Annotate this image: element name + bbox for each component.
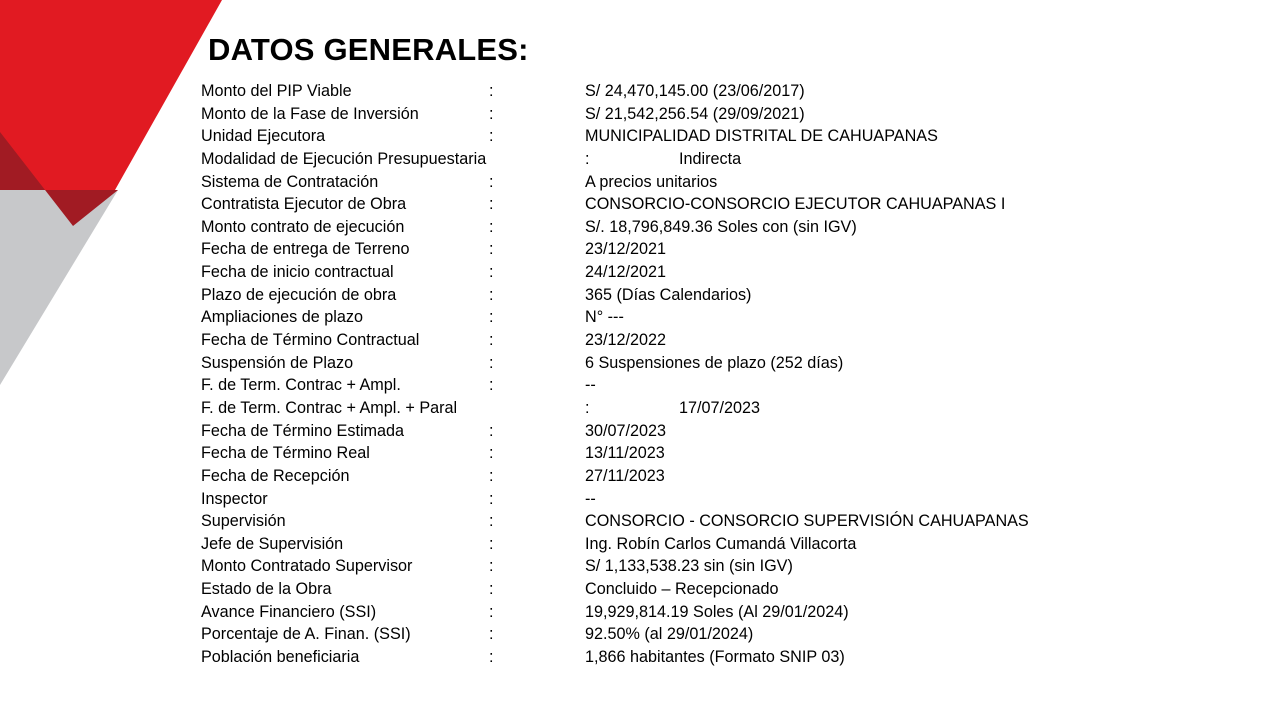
row-separator: : — [585, 398, 590, 417]
row-label: Modalidad de Ejecución Presupuestaria — [201, 149, 487, 168]
row-separator: : — [585, 149, 590, 168]
row-separator: : — [489, 285, 494, 304]
table-row — [201, 306, 1261, 329]
row-value: 30/07/2023 — [585, 421, 667, 440]
row-value: 23/12/2021 — [585, 240, 667, 259]
row-separator: : — [489, 331, 494, 350]
row-value: S/. 18,796,849.36 Soles con (sin IGV) — [585, 217, 857, 236]
row-label: F. de Term. Contrac + Ampl. + Paral — [201, 398, 458, 417]
row-separator: : — [489, 376, 494, 395]
table-row — [201, 238, 1261, 261]
row-value: S/ 1,133,538.23 sin (sin IGV) — [585, 557, 793, 576]
table-row — [201, 148, 1261, 171]
row-value: N° --- — [585, 308, 624, 327]
row-label: Fecha de entrega de Terreno — [201, 240, 410, 259]
row-separator: : — [489, 466, 494, 485]
row-label: Jefe de Supervisión — [201, 534, 344, 553]
row-label: Monto del PIP Viable — [201, 82, 352, 100]
row-value: 92.50% (al 29/01/2024) — [585, 625, 754, 644]
row-separator: : — [489, 421, 494, 440]
row-label: Ampliaciones de plazo — [201, 308, 363, 327]
row-separator: : — [489, 240, 494, 259]
row-value: S/ 21,542,256.54 (29/09/2021) — [585, 104, 805, 123]
row-separator: : — [489, 172, 494, 191]
table-row — [201, 601, 1261, 624]
table-row — [201, 488, 1261, 511]
table-row — [201, 171, 1261, 194]
row-value: 19,929,814.19 Soles (Al 29/01/2024) — [585, 602, 849, 621]
table-row — [201, 623, 1261, 646]
row-separator: : — [489, 444, 494, 463]
row-label: Fecha de Término Contractual — [201, 331, 420, 350]
row-separator: : — [489, 308, 494, 327]
row-value: 1,866 habitantes (Formato SNIP 03) — [585, 648, 845, 667]
row-separator: : — [489, 195, 494, 214]
table-row — [201, 555, 1261, 578]
row-value: 24/12/2021 — [585, 263, 667, 282]
row-label: Monto de la Fase de Inversión — [201, 104, 419, 123]
data-table — [201, 80, 1261, 669]
row-label: Fecha de Término Real — [201, 444, 370, 463]
table-row — [201, 374, 1261, 397]
row-label: Monto Contratado Supervisor — [201, 557, 413, 576]
row-separator: : — [489, 648, 494, 667]
table-row — [201, 103, 1261, 126]
row-label: Fecha de Término Estimada — [201, 421, 405, 440]
row-value: CONSORCIO-CONSORCIO EJECUTOR CAHUAPANAS I — [585, 195, 1006, 214]
row-value: 17/07/2023 — [679, 398, 761, 417]
row-label: Suspensión de Plazo — [201, 353, 354, 372]
row-separator: : — [489, 82, 494, 100]
table-row — [201, 442, 1261, 465]
row-label: Fecha de inicio contractual — [201, 263, 394, 282]
row-label: Contratista Ejecutor de Obra — [201, 195, 407, 214]
row-value: CONSORCIO - CONSORCIO SUPERVISIÓN CAHUAPANAS — [585, 512, 1029, 531]
row-value: -- — [585, 376, 596, 395]
row-value: -- — [585, 489, 596, 508]
row-separator: : — [489, 127, 494, 146]
row-separator: : — [489, 625, 494, 644]
row-label: Plazo de ejecución de obra — [201, 285, 397, 304]
row-value: 365 (Días Calendarios) — [585, 285, 752, 304]
red-shape — [0, 0, 222, 190]
row-separator: : — [489, 263, 494, 282]
row-value: Ing. Robín Carlos Cumandá Villacorta — [585, 534, 857, 553]
table-row — [201, 420, 1261, 443]
slide-title: DATOS GENERALES: — [208, 32, 529, 67]
row-value: 27/11/2023 — [585, 466, 665, 485]
row-label: Supervisión — [201, 512, 286, 531]
row-separator: : — [489, 580, 494, 599]
row-label: Fecha de Recepción — [201, 466, 350, 485]
row-value: 13/11/2023 — [585, 444, 665, 463]
table-row — [201, 125, 1261, 148]
row-value: A precios unitarios — [585, 172, 718, 191]
row-label: Estado de la Obra — [201, 580, 332, 599]
row-label: F. de Term. Contrac + Ampl. — [201, 376, 401, 395]
row-value: 6 Suspensiones de plazo (252 días) — [585, 353, 844, 372]
row-label: Unidad Ejecutora — [201, 127, 326, 146]
table-row — [201, 465, 1261, 488]
row-label: Población beneficiaria — [201, 648, 360, 667]
row-label: Porcentaje de A. Finan. (SSI) — [201, 625, 411, 644]
table-row — [201, 578, 1261, 601]
row-value: Concluido – Recepcionado — [585, 580, 779, 599]
row-label: Avance Financiero (SSI) — [201, 602, 377, 621]
row-separator: : — [489, 602, 494, 621]
row-value: S/ 24,470,145.00 (23/06/2017) — [585, 82, 805, 100]
table-row — [201, 80, 1261, 103]
table-row — [201, 646, 1261, 669]
table-row — [201, 284, 1261, 307]
table-row — [201, 533, 1261, 556]
row-separator: : — [489, 104, 494, 123]
row-separator: : — [489, 557, 494, 576]
table-row — [201, 216, 1261, 239]
row-value: Indirecta — [679, 149, 742, 168]
table-row — [201, 329, 1261, 352]
row-separator: : — [489, 534, 494, 553]
row-label: Monto contrato de ejecución — [201, 217, 405, 236]
row-label: Sistema de Contratación — [201, 172, 379, 191]
table-row — [201, 397, 1261, 420]
row-label: Inspector — [201, 489, 268, 508]
row-separator: : — [489, 217, 494, 236]
row-separator: : — [489, 512, 494, 531]
table-row — [201, 193, 1261, 216]
row-separator: : — [489, 489, 494, 508]
table-row — [201, 261, 1261, 284]
row-value: MUNICIPALIDAD DISTRITAL DE CAHUAPANAS — [585, 127, 938, 146]
row-value: 23/12/2022 — [585, 331, 667, 350]
table-row — [201, 352, 1261, 375]
table-row — [201, 510, 1261, 533]
row-separator: : — [489, 353, 494, 372]
